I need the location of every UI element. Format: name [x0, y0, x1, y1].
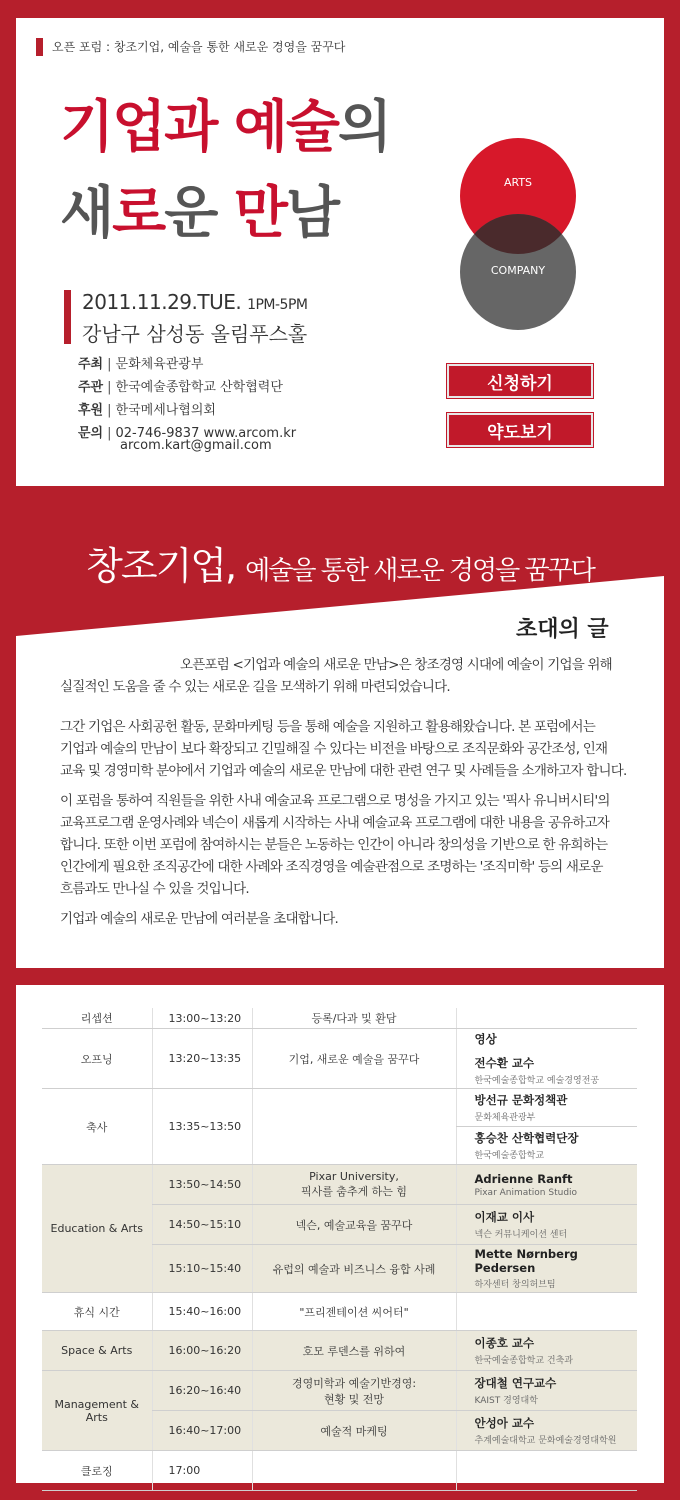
table-row: 휴식 시간 15:40~16:00 "프리젠테이션 씨어터"	[42, 1293, 637, 1331]
invitation-paragraph-2: 그간 기업은 사회공헌 활동, 문화마케팅 등을 통해 예술을 지원하고 활용해왔습니다. 본 포럼에서는 기업과 예술의 만남이 보다 확장되고 긴밀해질 수 있다는 비전을 바탕으로 조직문화와 공간조성, 인재 교육 및 경영미학 분야에서 기업과 예술의 새로운 만남에 대한 관련 연구 및 사례들을 소개하고자 합니다.	[60, 719, 627, 779]
arts-label: ARTS	[503, 176, 533, 189]
table-row: 16:40~17:00 예술적 마케팅 안성아 교수 추계예술대학교 문화예술경영대학원	[42, 1411, 637, 1451]
invitation-paragraph-3: 이 포럼을 통하여 직원들을 위한 사내 예술교육 프로그램으로 명성을 가지고 있는 '픽사 유니버시티'의 교육프로그램 운영사례와 넥슨이 새롭게 시작하는 사내 예술교육 프로그램에 대한 내용을 공유하고자 합니다. 또한 이번 포럼에 참여하시는 분들은 노동하는 인간이 아니라 창의성을 기반으로 한 유희하는 인간에게 필요한 조직공간에 대한 사례와 조직경영을 예술관점으로 조명하는 '조직미학' 등의 새로운 흐름과도 만나실 수 있을 것입니다.	[60, 793, 610, 897]
forum-accent-bar	[36, 38, 43, 56]
table-row: 축사 13:35~13:50 방선규 문화정책관 문화체육관광부	[42, 1089, 637, 1127]
main-title-line-2: 새로운 만남	[60, 181, 339, 246]
forum-label: 오픈 포럼 : 창조기업, 예술을 통한 새로운 경영을 꿈꾸다	[52, 40, 346, 54]
table-row: 홍승찬 산학협력단장 한국예술종합학교	[42, 1127, 637, 1165]
date-accent-bar	[64, 290, 71, 344]
map-button[interactable]: 약도보기	[447, 413, 593, 447]
banner-title: 창조기업, 예술을 통한 새로운 경영을 꿈꾸다	[86, 544, 594, 588]
company-label: COMPANY	[490, 264, 546, 277]
table-row: Management & Arts 16:20~16:40 경영미학과 예술기반경영: 현황 및 전망 장대철 연구교수 KAIST 경영대학	[42, 1371, 637, 1411]
header-panel	[16, 18, 664, 486]
invitation-paragraph-1: 오픈포럼 <기업과 예술의 새로운 만남>은 창조경영 시대에 예술이 기업을 위해 실질적인 도움을 줄 수 있는 새로운 길을 모색하기 위해 마련되었습니다.	[60, 657, 612, 695]
event-venue: 강남구 삼성동 올림푸스홀	[82, 322, 308, 346]
info-contact: 문의 | 02-746-9837 www.arcom.kr	[78, 426, 297, 441]
table-row: 오프닝 13:20~13:35 기업, 새로운 예술을 꿈꾸다 영상 전수환 교수 한국예술종합학교 예술경영전공	[42, 1029, 637, 1089]
info-host: 주최 | 문화체육관광부	[78, 357, 204, 372]
table-row: 리셉션 13:00~13:20 등록/다과 및 환담	[42, 1008, 637, 1029]
info-organizer: 주관 | 한국예술종합학교 산학협력단	[78, 380, 283, 395]
arts-company-circles	[460, 138, 576, 330]
table-row: Space & Arts 16:00~16:20 호모 루덴스를 위하여 이종호 교수 한국예술종합학교 건축과	[42, 1331, 637, 1371]
invitation-paragraph-4: 기업과 예술의 새로운 만남에 여러분을 초대합니다.	[60, 911, 339, 927]
table-row: Education & Arts 13:50~14:50 Pixar University, 픽사를 춤추게 하는 힘 Adrienne Ranft Pixar Animation Studio	[42, 1165, 637, 1205]
info-sponsor: 후원 | 한국메세나협의회	[78, 403, 216, 418]
schedule-table	[42, 1008, 637, 1491]
main-title-line-1: 기업과 예술의	[60, 95, 391, 160]
table-row: 14:50~15:10 넥슨, 예술교육을 꿈꾸다 이재교 이사 넥슨 커뮤니케이션 센터	[42, 1205, 637, 1245]
invitation-title: 초대의 글	[516, 617, 609, 642]
info-contact-email: arcom.kart@gmail.com	[120, 438, 272, 453]
table-row: 15:10~15:40 유럽의 예술과 비즈니스 융합 사례 Mette Nørnberg Pedersen 하자센터 창의허브팀	[42, 1245, 637, 1293]
event-date: 2011.11.29.TUE. 1PM-5PM	[82, 290, 308, 314]
table-row: 클로징 17:00	[42, 1451, 637, 1491]
apply-button[interactable]: 신청하기	[447, 364, 593, 398]
